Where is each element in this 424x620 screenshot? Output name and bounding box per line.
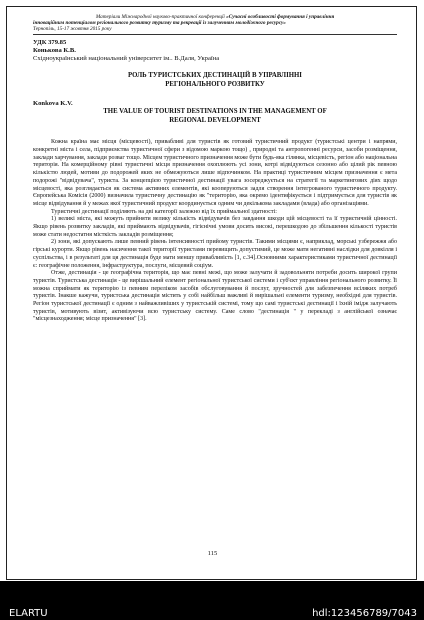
header-line2: інноваційним потенціалом регіонального розвитку туризму та рекреації із залученням молодіжного ресурсу»	[33, 20, 286, 27]
title-uk	[33, 72, 397, 89]
conference-header	[33, 14, 397, 35]
author-uk: Конькова К.В.	[33, 47, 76, 55]
paragraph: Отже, дестинація - це географічна територія, що має певні межі, що може залучати й задовольняти потреби досить широкої групи туристів. Туристська дестинація - це вирішальний елемент регіональної туристської системи і суб'єкт управління регіонального розвитку. Її можна сприймати як територію із певним переліком засобів обслуговування й послуг, зручностей для забезпечення всіляких потреб туристів. Інакше кажучи, туристська дестинація містить у собі найбільш важливі й вирішальні елементи туризму, необхідні для туристів. Регіон туристської дестинації є одним з найважливіших у туристській системі, тому що самі туристські дестинації і їхній імідж залучають туристів, мотивують візит, активізуючи всю туристську систему. Саме слово "дестинація " у перекладі з англійської означає "місцезнаходження; місце призначення" [3].	[33, 270, 397, 323]
author-en: Konkova K.V.	[33, 100, 73, 108]
document-page	[6, 6, 417, 580]
handle-id: hdl:123456789/7043	[312, 608, 417, 619]
paragraph: Кожна країна має місця (місцевості), привабливі для туристів як готовий туристичний продукт (туристські центри і напрями, конкретні міста і села, підприємства туристичної сфери з відомою маркою тощо) , природні та антропогенні ресурси, засоби розміщення, заклади харчування, заклади розваг тощо. Місцем туристичного призначення може бути будь-яка гілянка, місцевість, регіон або національна територія. На комерційному рівні туристичні місця призначення охоплюють усі зони, котрі відвідуються сезонно або цілий рік певною кількістю людей, мотиви до подорожей яких не обмежуються лише відпочинком. На практиці туристичним місцем призначення є мета подорожі "відвідувача", туриста. За концепцією туристичної дестинації увага зосереджується на стратегії та маркетингових діях щодо місцевості, яка розглядається як система активних елементів, які кооперуються задля створення інтегрованого туристичного продукту. Європейська Комісія (2000) визначила туристичну дестинацію як "територію, яка окремо ідентифікується і підтримується для туристів як місце відвідування й у межах якої туристичний продукт координується одним чи декількома закладами (влада) або організаціями.	[33, 139, 397, 207]
title-uk-line2: РЕГІОНАЛЬНОГО РОЗВИТКУ	[165, 80, 265, 88]
affiliation: Східноукраїнський національний університет ім.. В.Даля, Україна	[33, 55, 220, 63]
header-line1-normal: Матеріали Міжнародної науково-практичної конференції	[95, 14, 225, 20]
title-en-line1: THE VALUE OF TOURIST DESTINATIONS IN THE MANAGEMENT OF	[103, 108, 327, 116]
udk-code: УДК 379.85	[33, 39, 67, 47]
title-en-line2: REGIONAL DEVELOPMENT	[169, 116, 261, 124]
paragraph: Туристичні дестинації поділяють на дві категорії залежно від їх приймальної здатності:	[51, 208, 277, 215]
header-line3: Тернопіль, 15-17 жовтня 2015 року	[33, 26, 112, 33]
article-body	[33, 139, 397, 324]
page-content	[33, 14, 397, 324]
paragraph: 2) зони, які допускають лише певний рівень інтенсивності прийому туристів. Такими місцями є, наприклад, морські узбережжя або гірські курорти. Якщо рівень насичення такої території туристами перевищить допустимий, це може мати негативні наслідки для довкілля і суспільства, і в результаті для ця дестинація буде мати меншу привабливість [1, с.34].Основними характеристиками туристичної дестинації є: географічне положення, інфраструктура, послуги, місцевий соціум.	[33, 239, 397, 269]
page-number: 115	[207, 550, 218, 557]
repository-label: ELARTU	[9, 608, 48, 619]
header-line1-bold: «Сучасні особливості формування і управління	[226, 14, 335, 20]
title-uk-line1: РОЛЬ ТУРИСТСЬКИХ ДЕСТИНАЦІЙ В УПРАВЛІННІ	[128, 72, 302, 80]
title-en	[33, 108, 397, 125]
footer-bar	[0, 581, 424, 620]
paragraph: 1) великі міста, які можуть прийняти велику кількість відвідувачів без завдання шкоди цій місцевості та її туристичній цінності. Якщо рівень розвитку закладів, які приймають відвідувачів, гігієнічні умови досить високі, перешкодою до збільшення кількості туристів може стати недостатня місткість закладів розміщення;	[33, 216, 397, 238]
